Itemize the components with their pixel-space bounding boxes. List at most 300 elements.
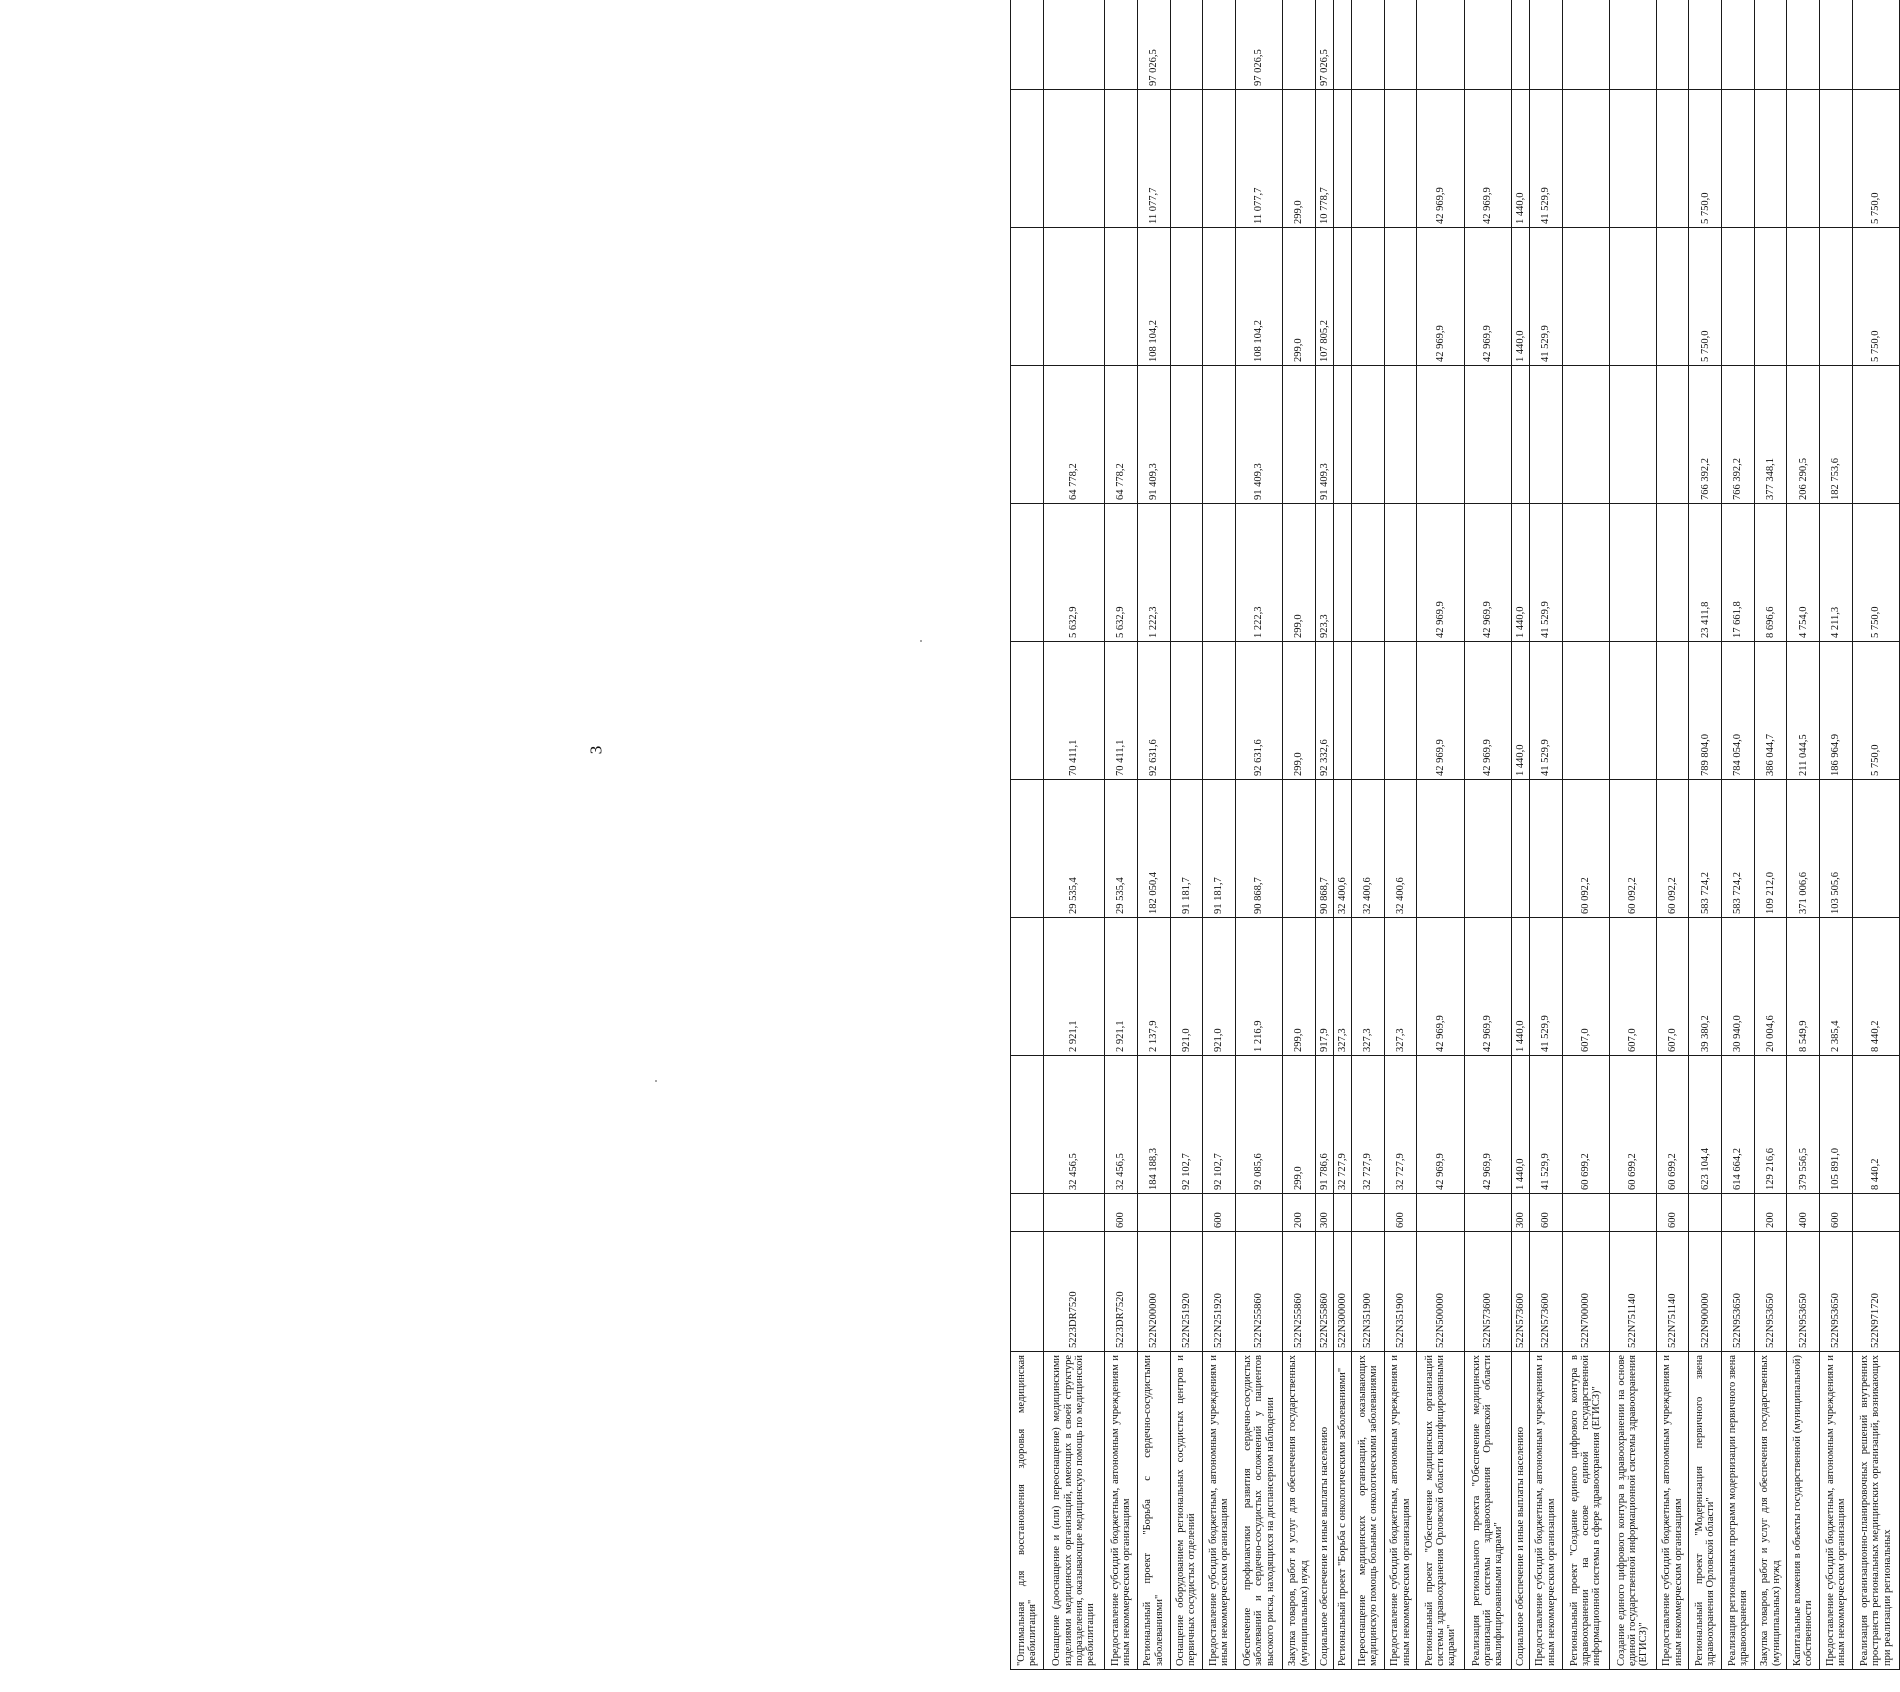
amount-cell: 1 222,3 — [1137, 504, 1170, 642]
amount-cell: 583 724,2 — [1689, 780, 1722, 918]
amount-cell: 91 786,6 — [1315, 1056, 1333, 1194]
amount-cell: 10 778,7 — [1315, 90, 1333, 228]
amount-cell: 42 969,9 — [1417, 1056, 1464, 1194]
amount-cell — [1852, 780, 1899, 918]
expense-type-cell: 600 — [1384, 1194, 1417, 1232]
amount-cell: 182 050,4 — [1137, 780, 1170, 918]
target-code-cell: 522N251920 — [1203, 1232, 1236, 1352]
page-number-text: 3 — [586, 745, 606, 755]
table-row — [1820, 0, 1853, 1670]
amount-cell: 766 392,2 — [1722, 366, 1755, 504]
amount-cell — [1043, 228, 1105, 366]
amount-cell: 41 529,9 — [1529, 90, 1562, 228]
row-name-cell: Предоставление субсидий бюджетным, автономным учреждениям и иным некоммерческим организациям — [1820, 1352, 1853, 1670]
amount-cell — [1170, 228, 1203, 366]
amount-cell: 92 631,6 — [1137, 642, 1170, 780]
amount-cell: 32 400,6 — [1352, 780, 1385, 918]
amount-cell: 5 632,9 — [1043, 504, 1105, 642]
amount-cell: 1 440,0 — [1511, 228, 1529, 366]
amount-cell: 4 754,0 — [1787, 504, 1820, 642]
amount-cell: 607,0 — [1562, 918, 1609, 1056]
amount-cell: 42 969,9 — [1417, 504, 1464, 642]
amount-cell — [1562, 366, 1609, 504]
amount-cell: 17 661,8 — [1722, 504, 1755, 642]
amount-cell — [1562, 0, 1609, 90]
rotated-table-sheet — [1010, 49, 1900, 1670]
amount-cell: 41 529,9 — [1529, 504, 1562, 642]
amount-cell — [1852, 366, 1899, 504]
table-row — [1011, 0, 1044, 1670]
table-row — [1787, 0, 1820, 1670]
amount-cell — [1352, 504, 1385, 642]
target-code-cell: 522N351900 — [1352, 1232, 1385, 1352]
amount-cell: 90 868,7 — [1315, 780, 1333, 918]
amount-cell: 42 969,9 — [1417, 90, 1464, 228]
amount-cell — [1754, 0, 1787, 90]
amount-cell: 64 778,2 — [1105, 366, 1138, 504]
expense-type-cell: 300 — [1315, 1194, 1333, 1232]
amount-cell — [1282, 366, 1315, 504]
amount-cell — [1417, 366, 1464, 504]
amount-cell — [1384, 0, 1417, 90]
expense-type-cell: 600 — [1203, 1194, 1236, 1232]
expense-type-cell — [1562, 1194, 1609, 1232]
amount-cell — [1529, 0, 1562, 90]
amount-cell — [1656, 90, 1689, 228]
expense-type-cell — [1170, 1194, 1203, 1232]
amount-cell — [1609, 228, 1656, 366]
amount-cell: 11 077,7 — [1137, 90, 1170, 228]
row-name-cell: Капитальные вложения в объекты государственной (муниципальной) собственности — [1787, 1352, 1820, 1670]
amount-cell: 92 332,6 — [1315, 642, 1333, 780]
target-code-cell: 522N351900 — [1384, 1232, 1417, 1352]
amount-cell — [1562, 504, 1609, 642]
amount-cell: 97 026,5 — [1235, 0, 1282, 90]
row-name-cell: Оснащение (дооснащение и (или) переоснащение) медицинскими изделиями медицинских организаций, имеющих в своей структуре подразделения, оказывающие медицинскую помощь по медицинской реабилитации — [1043, 1352, 1105, 1670]
target-code-cell: 522N953650 — [1820, 1232, 1853, 1352]
amount-cell — [1282, 780, 1315, 918]
amount-cell — [1352, 366, 1385, 504]
target-code-cell: 522N251920 — [1170, 1232, 1203, 1352]
amount-cell — [1562, 642, 1609, 780]
amount-cell — [1820, 228, 1853, 366]
amount-cell: 614 664,2 — [1722, 1056, 1755, 1194]
expense-type-cell: 600 — [1656, 1194, 1689, 1232]
amount-cell — [1852, 0, 1899, 90]
target-code-cell: 522N953650 — [1787, 1232, 1820, 1352]
amount-cell: 32 456,5 — [1043, 1056, 1105, 1194]
amount-cell: 32 400,6 — [1384, 780, 1417, 918]
amount-cell: 32 727,9 — [1352, 1056, 1385, 1194]
amount-cell — [1011, 1056, 1044, 1194]
amount-cell: 8 440,2 — [1852, 1056, 1899, 1194]
amount-cell: 70 411,1 — [1105, 642, 1138, 780]
budget-table-body — [1011, 0, 1900, 1670]
expense-type-cell — [1011, 1194, 1044, 1232]
target-code-cell: 522N700000 — [1562, 1232, 1609, 1352]
amount-cell: 2 137,9 — [1137, 918, 1170, 1056]
row-name-cell: Закупка товаров, работ и услуг для обеспечения государственных (муниципальных) нужд — [1282, 1352, 1315, 1670]
amount-cell: 107 805,2 — [1315, 228, 1333, 366]
amount-cell: 182 753,6 — [1820, 366, 1853, 504]
amount-cell — [1333, 642, 1351, 780]
amount-cell: 97 026,5 — [1315, 0, 1333, 90]
amount-cell: 206 290,5 — [1787, 366, 1820, 504]
amount-cell: 92 085,6 — [1235, 1056, 1282, 1194]
amount-cell: 211 044,5 — [1787, 642, 1820, 780]
amount-cell — [1511, 366, 1529, 504]
amount-cell: 327,3 — [1352, 918, 1385, 1056]
amount-cell — [1722, 90, 1755, 228]
amount-cell: 29 535,4 — [1105, 780, 1138, 918]
target-code-cell: 522N573600 — [1511, 1232, 1529, 1352]
amount-cell: 1 216,9 — [1235, 918, 1282, 1056]
expense-type-cell — [1852, 1194, 1899, 1232]
table-row — [1656, 0, 1689, 1670]
amount-cell — [1511, 780, 1529, 918]
amount-cell — [1689, 0, 1722, 90]
amount-cell: 92 631,6 — [1235, 642, 1282, 780]
amount-cell: 4 211,3 — [1820, 504, 1853, 642]
amount-cell: 5 750,0 — [1689, 90, 1722, 228]
amount-cell: 42 969,9 — [1464, 504, 1511, 642]
amount-cell: 92 102,7 — [1203, 1056, 1236, 1194]
amount-cell — [1656, 504, 1689, 642]
amount-cell — [1203, 90, 1236, 228]
amount-cell — [1203, 0, 1236, 90]
amount-cell — [1352, 90, 1385, 228]
amount-cell: 184 188,3 — [1137, 1056, 1170, 1194]
amount-cell — [1203, 366, 1236, 504]
amount-cell: 42 969,9 — [1464, 90, 1511, 228]
amount-cell: 8 549,9 — [1787, 918, 1820, 1056]
amount-cell: 42 969,9 — [1464, 228, 1511, 366]
amount-cell: 5 750,0 — [1852, 90, 1899, 228]
amount-cell — [1333, 0, 1351, 90]
amount-cell — [1170, 90, 1203, 228]
amount-cell — [1754, 228, 1787, 366]
amount-cell: 23 411,8 — [1689, 504, 1722, 642]
amount-cell: 1 222,3 — [1235, 504, 1282, 642]
amount-cell — [1384, 366, 1417, 504]
amount-cell — [1105, 90, 1138, 228]
amount-cell: 64 778,2 — [1043, 366, 1105, 504]
target-code-cell: 522N255860 — [1315, 1232, 1333, 1352]
row-name-cell: Оснащение оборудованием региональных сосудистых центров и первичных сосудистых отделений — [1170, 1352, 1203, 1670]
amount-cell — [1203, 504, 1236, 642]
amount-cell: 41 529,9 — [1529, 1056, 1562, 1194]
amount-cell — [1529, 780, 1562, 918]
amount-cell — [1352, 642, 1385, 780]
amount-cell: 299,0 — [1282, 90, 1315, 228]
amount-cell: 789 804,0 — [1689, 642, 1722, 780]
scan-speck — [655, 1080, 657, 1082]
amount-cell: 921,0 — [1203, 918, 1236, 1056]
expense-type-cell — [1464, 1194, 1511, 1232]
amount-cell — [1609, 366, 1656, 504]
amount-cell — [1043, 0, 1105, 90]
row-name-cell: Региональный проект "Борьба с онкологическими заболеваниями" — [1333, 1352, 1351, 1670]
row-name-cell: Предоставление субсидий бюджетным, автономным учреждениям и иным некоммерческим организациям — [1384, 1352, 1417, 1670]
amount-cell — [1203, 228, 1236, 366]
amount-cell — [1562, 228, 1609, 366]
target-code-cell: 522N255860 — [1235, 1232, 1282, 1352]
amount-cell: 90 868,7 — [1235, 780, 1282, 918]
amount-cell: 327,3 — [1333, 918, 1351, 1056]
row-name-cell: Реализация региональных программ модернизации первичного звена здравоохранения — [1722, 1352, 1755, 1670]
amount-cell: 32 727,9 — [1333, 1056, 1351, 1194]
target-code-cell: 522N300000 — [1333, 1232, 1351, 1352]
target-code-cell: 522N953650 — [1754, 1232, 1787, 1352]
amount-cell: 42 969,9 — [1417, 642, 1464, 780]
expense-type-cell: 200 — [1282, 1194, 1315, 1232]
amount-cell: 5 750,0 — [1852, 504, 1899, 642]
amount-cell — [1105, 228, 1138, 366]
amount-cell: 60 699,2 — [1656, 1056, 1689, 1194]
amount-cell: 70 411,1 — [1043, 642, 1105, 780]
amount-cell: 1 440,0 — [1511, 1056, 1529, 1194]
row-name-cell: Переоснащение медицинских организаций, оказывающих медицинскую помощь больным с онкологическими заболеваниями — [1352, 1352, 1385, 1670]
table-row — [1609, 0, 1656, 1670]
table-row — [1464, 0, 1511, 1670]
table-row — [1170, 0, 1203, 1670]
amount-cell: 607,0 — [1609, 918, 1656, 1056]
expense-type-cell — [1417, 1194, 1464, 1232]
amount-cell: 60 699,2 — [1609, 1056, 1656, 1194]
amount-cell — [1820, 90, 1853, 228]
row-name-cell: Региональный проект "Борьба с сердечно-сосудистыми заболеваниями" — [1137, 1352, 1170, 1670]
amount-cell — [1282, 0, 1315, 90]
row-name-cell: Создание единого цифрового контура в здравоохранении на основе единой государственной информационной системы здравоохранения (ЕГИСЗ)" — [1609, 1352, 1656, 1670]
amount-cell: 60 092,2 — [1656, 780, 1689, 918]
expense-type-cell — [1609, 1194, 1656, 1232]
amount-cell: 42 969,9 — [1417, 918, 1464, 1056]
expense-type-cell: 600 — [1105, 1194, 1138, 1232]
amount-cell: 30 940,0 — [1722, 918, 1755, 1056]
table-row — [1562, 0, 1609, 1670]
amount-cell: 42 969,9 — [1464, 1056, 1511, 1194]
table-row — [1384, 0, 1417, 1670]
row-name-cell: Предоставление субсидий бюджетным, автономным учреждениям и иным некоммерческим организациям — [1105, 1352, 1138, 1670]
table-row — [1511, 0, 1529, 1670]
amount-cell: 1 440,0 — [1511, 504, 1529, 642]
amount-cell: 2 921,1 — [1043, 918, 1105, 1056]
amount-cell: 327,3 — [1384, 918, 1417, 1056]
amount-cell: 379 556,5 — [1787, 1056, 1820, 1194]
amount-cell: 784 054,0 — [1722, 642, 1755, 780]
row-name-cell: Закупка товаров, работ и услуг для обеспечения государственных (муниципальных) нужд — [1754, 1352, 1787, 1670]
amount-cell — [1787, 90, 1820, 228]
amount-cell — [1333, 90, 1351, 228]
expense-type-cell — [1137, 1194, 1170, 1232]
amount-cell: 8 440,2 — [1852, 918, 1899, 1056]
row-name-cell: Реализация организационно-планировочных решений внутренних пространств региональных медицинских организаций, возникающих при реализации региональных — [1852, 1352, 1899, 1670]
expense-type-cell: 600 — [1529, 1194, 1562, 1232]
row-name-cell: Социальное обеспечение и иные выплаты населению — [1511, 1352, 1529, 1670]
row-name-cell: Реализация регионального проекта "Обеспечение медицинских организаций системы здравоохранения Орловской области квалифицированными кадрами" — [1464, 1352, 1511, 1670]
target-code-cell: 522N751140 — [1609, 1232, 1656, 1352]
target-code-cell: 522N900000 — [1689, 1232, 1722, 1352]
scan-speck — [920, 640, 922, 642]
expense-type-cell: 300 — [1511, 1194, 1529, 1232]
amount-cell: 91 181,7 — [1203, 780, 1236, 918]
amount-cell — [1511, 0, 1529, 90]
amount-cell: 32 400,6 — [1333, 780, 1351, 918]
amount-cell — [1384, 228, 1417, 366]
amount-cell — [1170, 504, 1203, 642]
amount-cell: 129 216,6 — [1754, 1056, 1787, 1194]
target-code-cell: 522N200000 — [1137, 1232, 1170, 1352]
amount-cell: 583 724,2 — [1722, 780, 1755, 918]
row-name-cell: "Оптимальная для восстановления здоровья медицинская реабилитация" — [1011, 1352, 1044, 1670]
amount-cell: 5 632,9 — [1105, 504, 1138, 642]
amount-cell — [1464, 0, 1511, 90]
amount-cell — [1333, 366, 1351, 504]
amount-cell — [1011, 918, 1044, 1056]
amount-cell — [1562, 90, 1609, 228]
amount-cell — [1417, 780, 1464, 918]
amount-cell — [1609, 90, 1656, 228]
table-row — [1417, 0, 1464, 1670]
amount-cell: 41 529,9 — [1529, 228, 1562, 366]
expense-type-cell — [1722, 1194, 1755, 1232]
amount-cell: 91 409,3 — [1137, 366, 1170, 504]
expense-type-cell: 400 — [1787, 1194, 1820, 1232]
amount-cell: 623 104,4 — [1689, 1056, 1722, 1194]
amount-cell: 5 750,0 — [1852, 642, 1899, 780]
amount-cell — [1464, 780, 1511, 918]
table-row — [1722, 0, 1755, 1670]
amount-cell: 91 409,3 — [1315, 366, 1333, 504]
amount-cell: 11 077,7 — [1235, 90, 1282, 228]
amount-cell: 60 092,2 — [1562, 780, 1609, 918]
amount-cell — [1722, 0, 1755, 90]
amount-cell: 108 104,2 — [1137, 228, 1170, 366]
amount-cell — [1609, 504, 1656, 642]
table-row — [1043, 0, 1105, 1670]
amount-cell — [1011, 780, 1044, 918]
amount-cell: 1 440,0 — [1511, 918, 1529, 1056]
amount-cell: 371 006,6 — [1787, 780, 1820, 918]
target-code-cell: 5223DR7520 — [1043, 1232, 1105, 1352]
amount-cell — [1464, 366, 1511, 504]
amount-cell: 5 750,0 — [1852, 228, 1899, 366]
amount-cell: 20 004,6 — [1754, 918, 1787, 1056]
amount-cell — [1656, 366, 1689, 504]
target-code-cell: 5223DR7520 — [1105, 1232, 1138, 1352]
expense-type-cell: 600 — [1820, 1194, 1853, 1232]
table-row — [1203, 0, 1236, 1670]
target-code-cell — [1011, 1232, 1044, 1352]
amount-cell — [1787, 0, 1820, 90]
amount-cell — [1170, 642, 1203, 780]
amount-cell — [1011, 90, 1044, 228]
amount-cell — [1011, 0, 1044, 90]
amount-cell — [1722, 228, 1755, 366]
amount-cell: 42 969,9 — [1464, 642, 1511, 780]
amount-cell: 91 181,7 — [1170, 780, 1203, 918]
expense-type-cell — [1352, 1194, 1385, 1232]
amount-cell — [1105, 0, 1138, 90]
table-row — [1529, 0, 1562, 1670]
row-name-cell: Предоставление субсидий бюджетным, автономным учреждениям и иным некоммерческим организациям — [1529, 1352, 1562, 1670]
amount-cell — [1609, 642, 1656, 780]
amount-cell: 299,0 — [1282, 642, 1315, 780]
amount-cell — [1170, 366, 1203, 504]
amount-cell: 386 044,7 — [1754, 642, 1787, 780]
table-row — [1754, 0, 1787, 1670]
amount-cell — [1609, 0, 1656, 90]
amount-cell — [1417, 0, 1464, 90]
amount-cell — [1820, 0, 1853, 90]
amount-cell — [1011, 504, 1044, 642]
amount-cell — [1170, 0, 1203, 90]
amount-cell — [1384, 90, 1417, 228]
amount-cell — [1043, 90, 1105, 228]
amount-cell — [1384, 642, 1417, 780]
amount-cell: 2 385,4 — [1820, 918, 1853, 1056]
amount-cell: 923,3 — [1315, 504, 1333, 642]
expense-type-cell — [1043, 1194, 1105, 1232]
target-code-cell: 522N255860 — [1282, 1232, 1315, 1352]
amount-cell: 41 529,9 — [1529, 918, 1562, 1056]
amount-cell: 299,0 — [1282, 1056, 1315, 1194]
amount-cell: 60 699,2 — [1562, 1056, 1609, 1194]
budget-table — [1010, 0, 1900, 1670]
amount-cell: 299,0 — [1282, 918, 1315, 1056]
amount-cell — [1011, 228, 1044, 366]
expense-type-cell: 200 — [1754, 1194, 1787, 1232]
amount-cell: 917,9 — [1315, 918, 1333, 1056]
expense-type-cell — [1333, 1194, 1351, 1232]
amount-cell: 607,0 — [1656, 918, 1689, 1056]
amount-cell: 42 969,9 — [1464, 918, 1511, 1056]
target-code-cell: 522N971720 — [1852, 1232, 1899, 1352]
row-name-cell: Региональный проект "Обеспечение медицинских организаций системы здравоохранения Орловской области квалифицированными кадрами" — [1417, 1352, 1464, 1670]
row-name-cell: Предоставление субсидий бюджетным, автономным учреждениям и иным некоммерческим организациям — [1203, 1352, 1236, 1670]
row-name-cell: Предоставление субсидий бюджетным, автономным учреждениям и иным некоммерческим организациям — [1656, 1352, 1689, 1670]
amount-cell: 41 529,9 — [1529, 642, 1562, 780]
amount-cell — [1384, 504, 1417, 642]
amount-cell — [1787, 228, 1820, 366]
target-code-cell: 522N500000 — [1417, 1232, 1464, 1352]
table-row — [1137, 0, 1170, 1670]
amount-cell: 42 969,9 — [1417, 228, 1464, 366]
table-row — [1235, 0, 1282, 1670]
table-row — [1105, 0, 1138, 1670]
amount-cell: 91 409,3 — [1235, 366, 1282, 504]
amount-cell: 60 092,2 — [1609, 780, 1656, 918]
amount-cell: 92 102,7 — [1170, 1056, 1203, 1194]
amount-cell — [1011, 642, 1044, 780]
amount-cell: 39 380,2 — [1689, 918, 1722, 1056]
amount-cell: 5 750,0 — [1689, 228, 1722, 366]
amount-cell: 377 348,1 — [1754, 366, 1787, 504]
amount-cell: 8 696,6 — [1754, 504, 1787, 642]
table-row — [1333, 0, 1351, 1670]
amount-cell — [1352, 0, 1385, 90]
amount-cell: 299,0 — [1282, 504, 1315, 642]
amount-cell — [1352, 228, 1385, 366]
amount-cell — [1011, 366, 1044, 504]
amount-cell: 299,0 — [1282, 228, 1315, 366]
expense-type-cell — [1689, 1194, 1722, 1232]
target-code-cell: 522N573600 — [1464, 1232, 1511, 1352]
amount-cell: 186 964,9 — [1820, 642, 1853, 780]
amount-cell: 103 505,6 — [1820, 780, 1853, 918]
amount-cell — [1333, 228, 1351, 366]
row-name-cell: Региональный проект "Создание единого цифрового контура в здравоохранении на основе единой государственной информационной системы в сфере здравоохранения (ЕГИСЗ)" — [1562, 1352, 1609, 1670]
